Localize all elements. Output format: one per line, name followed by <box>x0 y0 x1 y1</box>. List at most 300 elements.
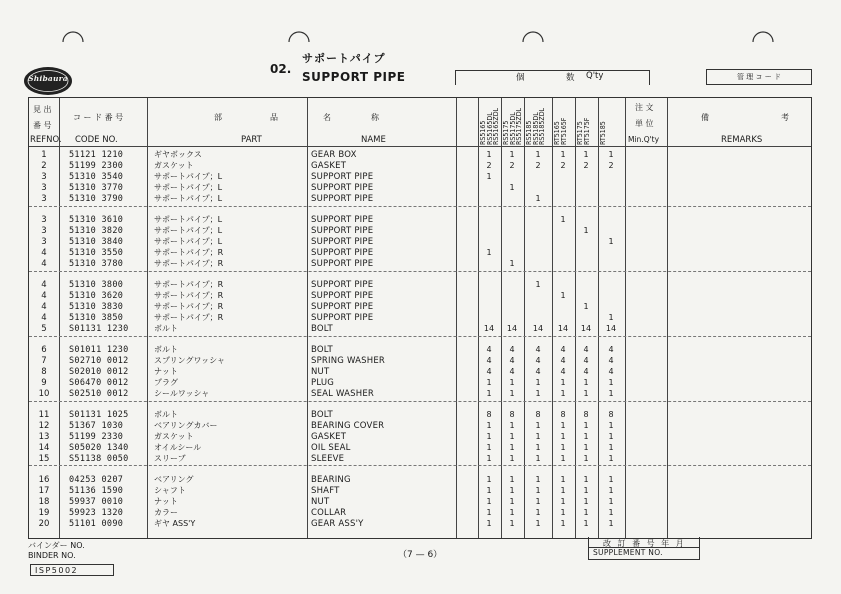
qty-cell: 1 <box>583 432 589 441</box>
part-header: PART <box>241 135 262 145</box>
remarks-header-jp: 備 考 <box>701 113 789 122</box>
qty-cell: 1 <box>509 519 515 528</box>
qty-cell: 14 <box>580 324 592 333</box>
qty-cell: 1 <box>560 291 566 300</box>
qty-cell: 14 <box>506 324 518 333</box>
part-name: SHAFT <box>311 486 340 496</box>
qty-cell: 8 <box>509 410 515 419</box>
qty-cell: 4 <box>486 345 492 354</box>
ref-number: 4 <box>41 302 47 312</box>
part-name: PLUG <box>311 378 335 388</box>
part-code: S05020 1340 <box>69 443 129 453</box>
table-row <box>29 508 811 519</box>
ref-number: 11 <box>38 410 50 420</box>
ref-number: 3 <box>41 194 47 204</box>
part-name-jp: スプリングワッシャ <box>154 356 225 365</box>
qty-cell: 1 <box>608 475 614 484</box>
qty-cell: 1 <box>608 150 614 159</box>
qty-cell: 1 <box>608 389 614 398</box>
model-label: RT5175F <box>582 117 591 145</box>
part-name-jp: ギヤ ASS'Y <box>154 519 196 528</box>
model-label: RS5175DL <box>508 112 517 145</box>
part-name-jp: サポートパイプ；L <box>154 172 223 181</box>
qty-cell: 4 <box>535 345 541 354</box>
binder-label: BINDER NO. <box>28 551 76 560</box>
model-label: RT5165 <box>553 121 561 145</box>
qty-cell: 1 <box>486 486 492 495</box>
qty-cell: 1 <box>535 486 541 495</box>
part-name-jp: オイルシール <box>154 443 202 452</box>
qty-cell: 1 <box>509 508 515 517</box>
part-name: SLEEVE <box>311 454 345 464</box>
ref-number: 3 <box>41 215 47 225</box>
table-row <box>29 226 811 237</box>
part-name: BOLT <box>311 324 333 334</box>
qty-cell: 1 <box>509 443 515 452</box>
table-row <box>29 443 811 454</box>
qty-cell: 1 <box>560 454 566 463</box>
table-row <box>29 432 811 443</box>
qty-cell: 1 <box>608 237 614 246</box>
ref-number: 6 <box>41 345 47 355</box>
table-row <box>29 280 811 291</box>
part-name: SUPPORT PIPE <box>311 172 374 182</box>
ref-number: 10 <box>38 389 50 399</box>
qty-cell: 1 <box>486 172 492 181</box>
qty-cell: 4 <box>486 367 492 376</box>
qty-cell: 8 <box>486 410 492 419</box>
model-label: RS5175 <box>502 120 510 145</box>
part-code: S01011 1230 <box>69 345 129 355</box>
qty-label-jp-2: 数 <box>566 73 575 83</box>
qty-cell: 1 <box>535 475 541 484</box>
part-name: SPRING WASHER <box>311 356 385 366</box>
model-label: RT5185 <box>599 121 607 145</box>
qty-cell: 4 <box>583 356 589 365</box>
part-code: 51310 3790 <box>69 194 124 204</box>
qty-cell: 1 <box>486 475 492 484</box>
qty-cell: 1 <box>560 421 566 430</box>
part-name: BEARING COVER <box>311 421 385 431</box>
order-header-jp-2: 単 位 <box>635 119 654 128</box>
part-code: 51367 1030 <box>69 421 124 431</box>
page-title: SUPPORT PIPE <box>302 70 406 84</box>
supplement-label: SUPPLEMENT NO. <box>593 548 663 557</box>
part-header-jp: 部 品 <box>214 113 278 122</box>
part-code: 51310 3840 <box>69 237 124 247</box>
qty-cell: 4 <box>583 345 589 354</box>
part-code: 51199 2300 <box>69 161 124 171</box>
ref-number: 4 <box>41 248 47 258</box>
part-name: SUPPORT PIPE <box>311 215 374 225</box>
part-name-jp: シールワッシャ <box>154 389 210 398</box>
punch-hole-icon <box>520 22 546 44</box>
table-row <box>29 519 811 530</box>
table-row <box>29 454 811 465</box>
qty-cell: 1 <box>583 475 589 484</box>
part-code: 51310 3780 <box>69 259 124 269</box>
qty-cell: 1 <box>509 389 515 398</box>
part-name: SUPPORT PIPE <box>311 302 374 312</box>
part-name: SUPPORT PIPE <box>311 280 374 290</box>
qty-cell: 1 <box>560 486 566 495</box>
part-code: S02010 0012 <box>69 367 129 377</box>
qty-cell: 1 <box>486 150 492 159</box>
supplement-label-jp: 改 訂 番 号 年 月 <box>603 539 686 548</box>
ref-number: 4 <box>41 259 47 269</box>
part-code: 59923 1320 <box>69 508 124 518</box>
punch-hole-icon <box>286 22 312 44</box>
qty-cell: 1 <box>535 443 541 452</box>
qty-cell: 1 <box>509 454 515 463</box>
qty-cell: 1 <box>608 313 614 322</box>
ref-number: 3 <box>41 226 47 236</box>
model-label: RS5185DL <box>531 112 540 145</box>
part-name: SUPPORT PIPE <box>311 291 374 301</box>
table-row <box>29 389 811 400</box>
model-label: RT5175 <box>576 121 584 145</box>
qty-cell: 1 <box>509 475 515 484</box>
part-name: GEAR ASS'Y <box>311 519 364 529</box>
qty-cell: 1 <box>509 378 515 387</box>
part-name: SUPPORT PIPE <box>311 259 374 269</box>
part-code: 51310 3820 <box>69 226 124 236</box>
ref-number: 9 <box>41 378 47 388</box>
ref-number: 16 <box>38 475 50 485</box>
part-code: 51121 1210 <box>69 150 124 160</box>
part-code: S01131 1230 <box>69 324 129 334</box>
qty-cell: 4 <box>509 345 515 354</box>
part-name-jp: シャフト <box>154 486 186 495</box>
qty-cell: 1 <box>509 486 515 495</box>
qty-cell: 1 <box>583 226 589 235</box>
part-name-jp: ギヤボックス <box>154 150 202 159</box>
qty-cell: 1 <box>535 432 541 441</box>
part-name-jp: ボルト <box>154 324 178 333</box>
part-code: S02710 0012 <box>69 356 129 366</box>
part-code: S51138 0050 <box>69 454 129 464</box>
part-code: 51310 3850 <box>69 313 124 323</box>
qty-cell: 1 <box>583 302 589 311</box>
table-row <box>29 194 811 205</box>
qty-cell: 4 <box>560 345 566 354</box>
binder-code: ISP5002 <box>30 564 114 576</box>
qty-cell: 4 <box>535 356 541 365</box>
part-code: 59937 0010 <box>69 497 124 507</box>
qty-cell: 14 <box>557 324 569 333</box>
part-name-jp: ナット <box>154 367 178 376</box>
table-row <box>29 410 811 421</box>
qty-label-en: Q'ty <box>586 71 604 81</box>
code-header-jp: コ ー ド 番 号 <box>73 113 124 122</box>
part-code: S01131 1025 <box>69 410 129 420</box>
qty-cell: 1 <box>583 150 589 159</box>
qty-cell: 1 <box>486 497 492 506</box>
part-code: 51199 2330 <box>69 432 124 442</box>
table-row <box>29 302 811 313</box>
qty-cell: 1 <box>560 519 566 528</box>
part-code: 51101 0090 <box>69 519 124 529</box>
part-code: S06470 0012 <box>69 378 129 388</box>
model-label: RS5165ZDL <box>492 107 500 145</box>
part-name: SUPPORT PIPE <box>311 183 374 193</box>
qty-cell: 1 <box>535 389 541 398</box>
qty-cell: 1 <box>583 378 589 387</box>
qty-cell: 1 <box>583 443 589 452</box>
parts-table <box>28 97 812 539</box>
table-row <box>29 161 811 172</box>
qty-cell: 4 <box>608 345 614 354</box>
part-name-jp: サポートパイプ；L <box>154 226 223 235</box>
table-row <box>29 345 811 356</box>
part-name: GASKET <box>311 432 347 442</box>
qty-cell: 2 <box>509 161 515 170</box>
qty-cell: 1 <box>486 389 492 398</box>
ref-header: REFNO. <box>30 135 62 145</box>
ref-number: 3 <box>41 172 47 182</box>
table-row <box>29 486 811 497</box>
qty-cell: 8 <box>560 410 566 419</box>
table-row <box>29 475 811 486</box>
part-name: SUPPORT PIPE <box>311 226 374 236</box>
part-name: BOLT <box>311 410 333 420</box>
qty-cell: 1 <box>486 508 492 517</box>
part-name-jp: サポートパイプ；R <box>154 248 224 257</box>
qty-cell: 1 <box>560 389 566 398</box>
part-name: BEARING <box>311 475 351 485</box>
qty-cell: 1 <box>608 519 614 528</box>
part-name-jp: サポートパイプ；R <box>154 280 224 289</box>
part-name-jp: サポートパイプ；L <box>154 183 223 192</box>
model-label: RS5185 <box>525 120 533 145</box>
table-row <box>29 313 811 324</box>
table-row <box>29 150 811 161</box>
part-name: BOLT <box>311 345 333 355</box>
part-name-jp: カラー <box>154 508 178 517</box>
qty-cell: 1 <box>608 486 614 495</box>
qty-cell: 1 <box>583 519 589 528</box>
ref-number: 7 <box>41 356 47 366</box>
table-row <box>29 215 811 226</box>
qty-cell: 2 <box>583 161 589 170</box>
ref-number: 3 <box>41 183 47 193</box>
part-code: 51310 3610 <box>69 215 124 225</box>
model-label: RS5165DL <box>485 112 494 145</box>
table-row <box>29 183 811 194</box>
part-name: NUT <box>311 367 330 377</box>
qty-cell: 4 <box>583 367 589 376</box>
qty-cell: 4 <box>509 356 515 365</box>
table-row <box>29 259 811 270</box>
qty-cell: 1 <box>486 421 492 430</box>
part-name-jp: ベアリング <box>154 475 194 484</box>
ref-number: 15 <box>38 454 50 464</box>
qty-cell: 14 <box>605 324 617 333</box>
table-row <box>29 291 811 302</box>
binder-info <box>28 537 116 578</box>
part-name-jp: サポートパイプ；L <box>154 194 223 203</box>
qty-cell: 1 <box>583 389 589 398</box>
qty-cell: 1 <box>486 378 492 387</box>
qty-cell: 1 <box>608 454 614 463</box>
ref-header-jp-2: 番 号 <box>33 121 52 130</box>
qty-cell: 2 <box>535 161 541 170</box>
table-row <box>29 237 811 248</box>
qty-cell: 1 <box>560 443 566 452</box>
qty-cell: 1 <box>583 497 589 506</box>
qty-cell: 1 <box>560 508 566 517</box>
qty-cell: 4 <box>560 356 566 365</box>
part-code: 51310 3540 <box>69 172 124 182</box>
table-row <box>29 356 811 367</box>
ref-number: 8 <box>41 367 47 377</box>
qty-cell: 8 <box>535 410 541 419</box>
model-label: RS5165 <box>479 120 487 145</box>
qty-cell: 4 <box>535 367 541 376</box>
name-header: NAME <box>361 135 386 145</box>
punch-hole-icon <box>60 22 86 44</box>
part-name-jp: ガスケット <box>154 161 194 170</box>
qty-cell: 4 <box>486 356 492 365</box>
qty-cell: 1 <box>583 486 589 495</box>
part-name: SUPPORT PIPE <box>311 237 374 247</box>
qty-cell: 2 <box>608 161 614 170</box>
ref-number: 17 <box>38 486 50 496</box>
ref-number: 2 <box>41 161 47 171</box>
code-header: CODE NO. <box>75 135 118 145</box>
part-name: OIL SEAL <box>311 443 351 453</box>
part-code: 51310 3800 <box>69 280 124 290</box>
part-name: SUPPORT PIPE <box>311 248 374 258</box>
qty-cell: 1 <box>535 421 541 430</box>
qty-cell: 2 <box>486 161 492 170</box>
qty-cell: 1 <box>535 454 541 463</box>
name-header-jp: 名 称 <box>323 113 379 122</box>
logo-text: Shibaura <box>28 74 68 83</box>
qty-cell: 1 <box>509 183 515 192</box>
table-row <box>29 421 811 432</box>
qty-cell: 1 <box>486 248 492 257</box>
qty-cell: 1 <box>535 497 541 506</box>
binder-label-jp: バインダー NO. <box>28 541 85 550</box>
part-name: COLLAR <box>311 508 347 518</box>
part-code: S02510 0012 <box>69 389 129 399</box>
qty-cell: 4 <box>560 367 566 376</box>
part-code: 04253 0207 <box>69 475 124 485</box>
qty-cell: 1 <box>486 443 492 452</box>
part-code: 51136 1590 <box>69 486 124 496</box>
qty-cell: 1 <box>535 508 541 517</box>
part-name-jp: サポートパイプ；L <box>154 215 223 224</box>
model-label: RS5175ZDL <box>515 107 523 145</box>
qty-cell: 1 <box>560 378 566 387</box>
part-name: SEAL WASHER <box>311 389 375 399</box>
section-number: 02. <box>270 62 292 76</box>
qty-cell: 4 <box>509 367 515 376</box>
qty-cell: 1 <box>535 378 541 387</box>
qty-cell: 1 <box>608 443 614 452</box>
part-name-jp: ガスケット <box>154 432 194 441</box>
qty-label-jp-1: 個 <box>516 73 525 83</box>
qty-cell: 1 <box>535 280 541 289</box>
qty-cell: 2 <box>560 161 566 170</box>
qty-cell: 1 <box>560 475 566 484</box>
ref-number: 18 <box>38 497 50 507</box>
table-row <box>29 248 811 259</box>
qty-cell: 1 <box>535 150 541 159</box>
qty-cell: 1 <box>486 519 492 528</box>
qty-cell: 1 <box>535 194 541 203</box>
qty-cell: 1 <box>608 508 614 517</box>
table-row <box>29 378 811 389</box>
qty-cell: 1 <box>486 454 492 463</box>
qty-header <box>455 70 650 85</box>
page-number: （7 — 6） <box>398 550 443 560</box>
qty-cell: 14 <box>532 324 544 333</box>
qty-cell: 1 <box>560 432 566 441</box>
table-row <box>29 367 811 378</box>
ref-header-jp-1: 見 出 <box>33 105 52 114</box>
part-name-jp: サポートパイプ；L <box>154 237 223 246</box>
ref-number: 4 <box>41 313 47 323</box>
page-title-jp: サポートパイプ <box>302 52 386 65</box>
table-row <box>29 497 811 508</box>
ref-number: 13 <box>38 432 50 442</box>
table-row <box>29 172 811 183</box>
part-name-jp: サポートパイプ；R <box>154 302 224 311</box>
punch-hole-icon <box>750 22 776 44</box>
model-label: RT5165F <box>559 117 568 145</box>
ref-number: 14 <box>38 443 50 453</box>
remarks-header: REMARKS <box>721 135 763 145</box>
qty-cell: 1 <box>608 497 614 506</box>
qty-cell: 1 <box>608 421 614 430</box>
qty-cell: 1 <box>509 497 515 506</box>
qty-cell: 1 <box>560 497 566 506</box>
supplement-box <box>588 537 700 560</box>
part-code: 51310 3620 <box>69 291 124 301</box>
part-name-jp: ナット <box>154 497 178 506</box>
qty-cell: 1 <box>583 508 589 517</box>
management-code-box: 管 理 コ ー ド <box>706 69 812 85</box>
qty-cell: 1 <box>583 421 589 430</box>
table-row <box>29 324 811 335</box>
qty-cell: 14 <box>483 324 495 333</box>
part-name: SUPPORT PIPE <box>311 313 374 323</box>
ref-number: 4 <box>41 280 47 290</box>
shibaura-logo <box>22 64 74 98</box>
part-name-jp: ボルト <box>154 410 178 419</box>
qty-cell: 1 <box>560 150 566 159</box>
qty-cell: 4 <box>608 356 614 365</box>
ref-number: 12 <box>38 421 50 431</box>
part-name-jp: スリーブ <box>154 454 186 463</box>
qty-cell: 8 <box>608 410 614 419</box>
part-name-jp: プラグ <box>154 378 178 387</box>
qty-cell: 1 <box>583 454 589 463</box>
order-header: Min.Q'ty <box>628 135 660 144</box>
part-name: NUT <box>311 497 330 507</box>
qty-cell: 1 <box>509 432 515 441</box>
part-name-jp: サポートパイプ；R <box>154 313 224 322</box>
qty-cell: 1 <box>509 150 515 159</box>
ref-number: 1 <box>41 150 47 160</box>
part-name: GASKET <box>311 161 347 171</box>
qty-cell: 1 <box>608 432 614 441</box>
ref-number: 4 <box>41 291 47 301</box>
qty-cell: 1 <box>509 421 515 430</box>
part-name-jp: ボルト <box>154 345 178 354</box>
